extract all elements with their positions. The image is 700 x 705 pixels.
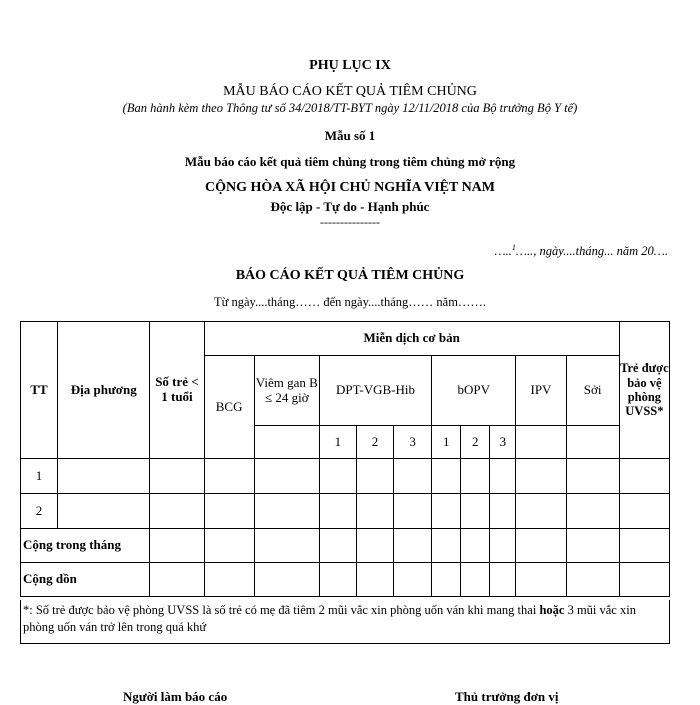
table-row	[21, 529, 670, 563]
report-period: Từ ngày....tháng…… đến ngày....tháng…… năm…….	[213, 295, 487, 309]
row-cumulative-total: Cộng dồn	[21, 563, 150, 597]
reporter-signature-label: Người làm báo cáo	[123, 689, 228, 704]
bopv-dose-1: 1	[432, 426, 461, 459]
table-row	[21, 459, 670, 494]
header-locality: Địa phương	[58, 322, 150, 459]
dpt-dose-1: 1	[319, 426, 356, 459]
header-uvss: Trẻ được bảo vệ phòng UVSS*	[619, 322, 669, 459]
header-dpt: DPT-VGB-Hib	[319, 356, 431, 426]
national-title: CỘNG HÒA XÃ HỘI CHỦ NGHĨA VIỆT NAM	[204, 180, 495, 195]
header-measles: Sởi	[566, 356, 619, 426]
header-under-1: Số trẻ < 1 tuổi	[150, 322, 204, 459]
date-line-prefix: …..	[494, 244, 512, 259]
vaccination-report-table	[20, 321, 670, 597]
footnote	[20, 600, 670, 644]
decree-note: (Ban hành kèm theo Thông tư số 34/2018/TT-BYT ngày 12/11/2018 của Bộ trưởng Bộ Y tế)	[122, 101, 578, 115]
national-motto: Độc lập - Tự do - Hạnh phúc	[270, 199, 430, 214]
date-footnote-mark: 1	[511, 243, 516, 252]
date-line-text: ….., ngày....tháng... năm 20….	[515, 244, 668, 259]
appendix-heading: PHỤ LỤC IX	[309, 58, 391, 73]
header-hepb: Viêm gan B ≤ 24 giờ	[254, 356, 319, 426]
table-row	[21, 494, 670, 529]
header-bopv: bOPV	[432, 356, 516, 426]
form-number: Mẫu số 1	[324, 128, 376, 143]
header-bcg: BCG	[204, 356, 254, 459]
footnote-emphasis: hoặc	[539, 603, 565, 617]
header-tt: TT	[21, 322, 58, 459]
bopv-dose-2: 2	[461, 426, 490, 459]
header-ipv: IPV	[516, 356, 566, 426]
date-line	[495, 243, 668, 259]
footnote-text-end: 3 mũi vắc xin phòng uốn ván trở lên trong quá khứ	[23, 603, 636, 634]
form-title: MẪU BÁO CÁO KẾT QUẢ TIÊM CHỦNG	[223, 84, 477, 99]
row-number: 2	[21, 494, 58, 529]
cell-empty	[254, 426, 319, 459]
dpt-dose-3: 3	[394, 426, 432, 459]
row-number: 1	[21, 459, 58, 494]
dpt-dose-2: 2	[356, 426, 393, 459]
cell-empty	[566, 426, 619, 459]
header-basic-immunization: Miễn dịch cơ bản	[204, 322, 619, 356]
row-monthly-total: Cộng trong tháng	[21, 529, 150, 563]
report-title: BÁO CÁO KẾT QUẢ TIÊM CHỦNG	[235, 268, 465, 283]
head-of-unit-signature-label: Thủ trưởng đơn vị	[455, 689, 559, 704]
table-row	[21, 563, 670, 597]
bopv-dose-3: 3	[490, 426, 516, 459]
form-description: Mẫu báo cáo kết quả tiêm chủng trong tiêm chủng mở rộng	[184, 154, 516, 169]
separator-rule: ---------------	[320, 215, 380, 229]
cell-empty	[516, 426, 566, 459]
footnote-text: *: Số trẻ được bảo vệ phòng UVSS là số trẻ có mẹ đã tiêm 2 mũi vắc xin phòng uốn ván khi mang thai	[23, 603, 540, 617]
